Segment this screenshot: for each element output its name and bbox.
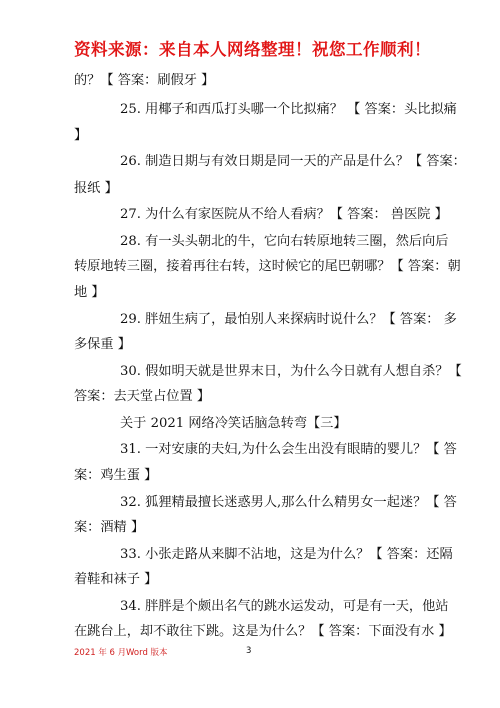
text-line: 32. 狐狸精最擅长迷惑男人,那么什么精男女一起迷？【 答 xyxy=(120,495,457,510)
text-line: 30. 假如明天就是世界末日，为什么今日就有人想自杀？【 xyxy=(120,364,462,379)
footer-date: 2021 年 6 月 xyxy=(74,648,127,658)
text-line: 答案：去天堂占位置 】 xyxy=(74,389,211,404)
text-line: 地 】 xyxy=(74,285,105,300)
text-line: 25. 用椰子和西瓜打头哪一个比拟痛？ 【 答案：头比拟痛 xyxy=(120,102,457,117)
text-line: 33. 小张走路从来脚不沾地，这是为什么？【 答案：还隔 xyxy=(120,547,453,562)
text-line: 报纸 】 xyxy=(74,181,118,196)
text-line: 转原地转三圈，接着再往右转，这时候它的尾巴朝哪？【 答案：朝 xyxy=(74,259,461,274)
page-number: 3 xyxy=(246,646,252,656)
source-header: 资料来源：来自本人网络整理！祝您工作顺利！ xyxy=(74,40,431,59)
text-line: 在跳台上，却不敢往下跳。这是为什么？【 答案：下面没有水 】 xyxy=(74,624,452,639)
text-line: 着鞋和袜子 】 xyxy=(74,572,158,587)
text-line: 34. 胖胖是个颇出名气的跳水运发动，可是有一天，他站 xyxy=(120,599,449,614)
section-title: 关于 2021 网络冷笑话脑急转弯【三】 xyxy=(120,416,347,431)
text-line: 31. 一对安康的夫妇,为什么会生出没有眼睛的婴儿？【 答 xyxy=(120,442,457,457)
text-line: 29. 胖妞生病了，最怕别人来探病时说什么？【 答案： 多 xyxy=(120,312,457,327)
text-line: 28. 有一头头朝北的牛，它向右转原地转三圈，然后向后 xyxy=(120,234,449,249)
text-line: 案：酒精 】 xyxy=(74,520,145,535)
text-line: 27. 为什么有家医院从不给人看病？【 答案： 兽医院 】 xyxy=(120,207,448,222)
text-line: 案：鸡生蛋 】 xyxy=(74,468,158,483)
text-line: 多保重 】 xyxy=(74,337,131,352)
text-line: 的？【 答案：刷假牙 】 xyxy=(74,73,215,88)
text-line: 26. 制造日期与有效日期是同一天的产品是什么？【 答案： xyxy=(120,154,466,169)
text-line: 】 xyxy=(74,128,88,143)
footer-version: Word 版本 xyxy=(126,648,168,658)
